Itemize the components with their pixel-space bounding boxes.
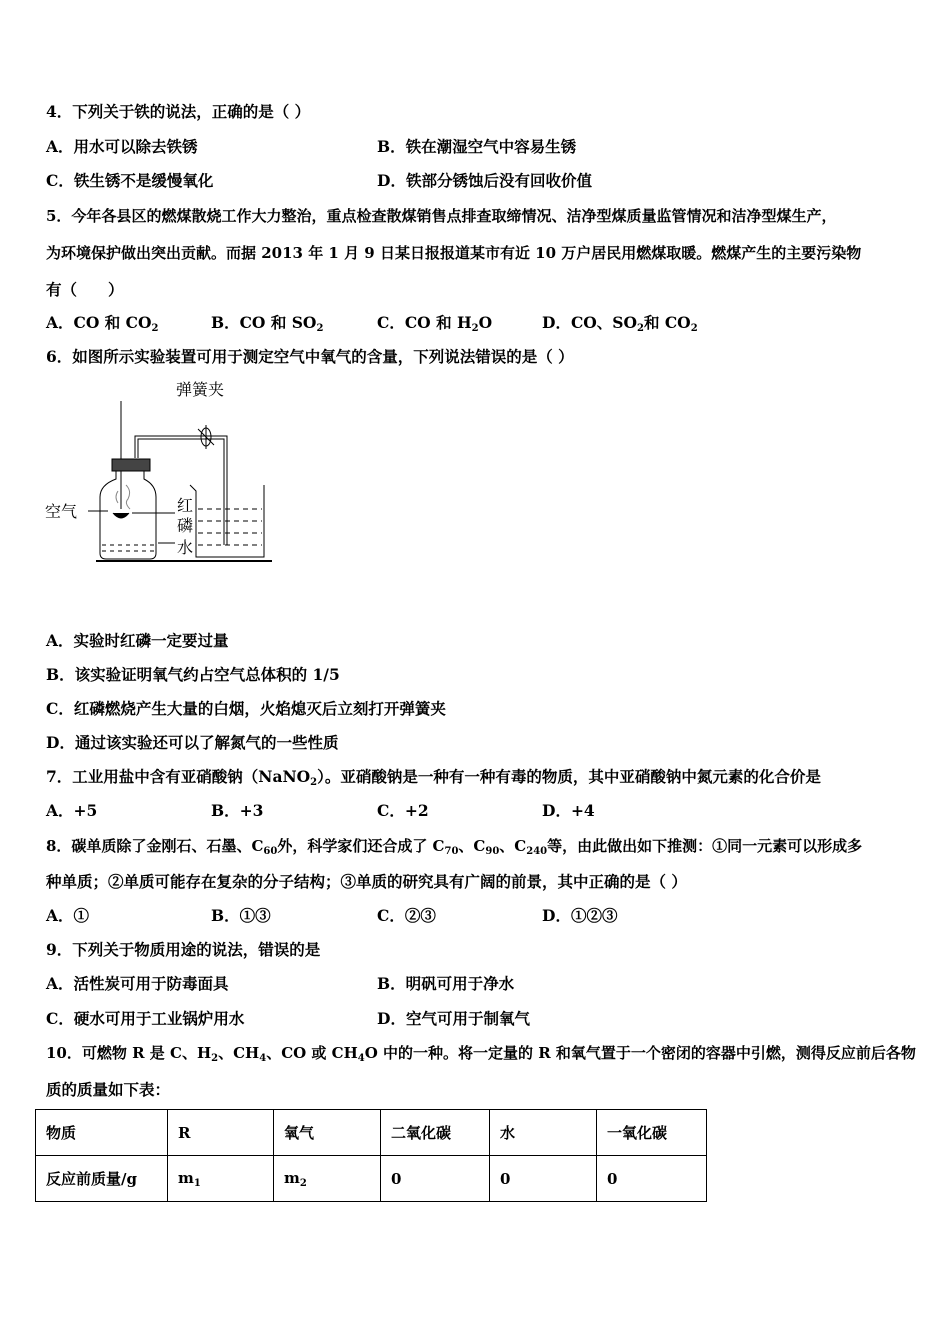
q8-option-c: C．②③ <box>377 906 436 925</box>
table-cell: 0 <box>490 1156 597 1202</box>
q10-line-1: 10．可燃物 R 是 C、$H_2$、$CH_4$、CO 或 $CH_4O$ 中的一种。将一定量的 R 和氧气置于一个密闭的容器中引燃，测得反应前后各物 <box>46 1044 916 1064</box>
q4-stem: 4．下列关于铁的说法，正确的是（ ） <box>46 102 311 121</box>
bottle-water <box>102 545 154 551</box>
table-header: 水 <box>490 1110 597 1156</box>
q7-option-b: B．+3 <box>211 801 264 820</box>
table-header: 氧气 <box>274 1110 381 1156</box>
q7-option-c: C．+2 <box>377 801 429 820</box>
mass-table <box>35 1109 707 1202</box>
q5-option-b: B．CO 和 $SO_2$ <box>211 313 324 334</box>
table-row-label: 反应前质量/g <box>36 1156 168 1202</box>
q6-stem: 6．如图所示实验装置可用于测定空气中氧气的含量，下列说法错误的是（ ） <box>46 347 574 366</box>
q9-option-c: C．硬水可用于工业锅炉用水 <box>46 1009 245 1028</box>
connecting-tube-right <box>215 436 227 545</box>
table-header: 物质 <box>36 1110 168 1156</box>
table-row <box>36 1156 707 1202</box>
q5-option-a: A．CO 和 $CO_2$ <box>46 313 159 334</box>
q7-option-d: D．+4 <box>542 801 595 820</box>
table-header: R <box>168 1110 274 1156</box>
table-header-row <box>36 1110 707 1156</box>
q8-option-a: A．① <box>46 906 90 925</box>
q9-option-d: D．空气可用于制氧气 <box>377 1009 530 1028</box>
q6-option-d: D．通过该实验还可以了解氮气的一些性质 <box>46 733 339 752</box>
experiment-apparatus-figure <box>40 373 290 573</box>
table-header: 一氧化碳 <box>597 1110 707 1156</box>
table-cell: 0 <box>597 1156 707 1202</box>
q5-option-d: D．CO、$SO_2$和 $CO_2$ <box>542 313 698 334</box>
table-cell-m2: $m_2$ <box>274 1156 381 1202</box>
q4-option-a: A．用水可以除去铁锈 <box>46 137 198 156</box>
q10-line-2: 质的质量如下表： <box>46 1080 171 1099</box>
phosphorus-label-1: 红 <box>177 496 194 515</box>
q8-option-b: B．①③ <box>211 906 271 925</box>
q6-option-c: C．红磷燃烧产生大量的白烟，火焰熄灭后立刻打开弹簧夹 <box>46 699 446 718</box>
q8-line-2: 种单质；②单质可能存在复杂的分子结构；③单质的研究具有广阔的前景，其中正确的是（ ） <box>46 872 687 891</box>
table-cell-m1: $m_1$ <box>168 1156 274 1202</box>
clamp-label: 弹簧夹 <box>176 380 225 399</box>
air-label: 空气 <box>45 502 78 521</box>
q9-stem: 9．下列关于物质用途的说法，错误的是 <box>46 940 321 959</box>
water-label: 水 <box>177 538 194 557</box>
q7-option-a: A．+5 <box>46 801 98 820</box>
q4-option-d: D．铁部分锈蚀后没有回收价值 <box>377 171 592 190</box>
q6-option-b: B．该实验证明氧气约占空气总体积的 1/5 <box>46 665 340 684</box>
q6-option-a: A．实验时红磷一定要过量 <box>46 631 229 650</box>
q7-stem: 7．工业用盐中含有亚硝酸钠（NaNO$_2$）。亚硝酸钠是一种有一种有毒的物质，其中亚硝酸钠中氮元素的化合价是 <box>46 767 821 788</box>
q8-option-d: D．①②③ <box>542 906 618 925</box>
stopper <box>112 459 150 471</box>
spring-clamp <box>198 425 214 449</box>
q9-option-a: A．活性炭可用于防毒面具 <box>46 974 229 993</box>
q5-line-3: 有（ ） <box>46 280 124 299</box>
q8-line-1: 8．碳单质除了金刚石、石墨、$C_{60}$外，科学家们还合成了 $C_{70}$、$C_{90}$、$C_{240}$等，由此做出如下推测：①同一元素可以形成多 <box>46 837 863 857</box>
q5-line-2: 为环境保护做出突出贡献。而据 2013 年 1 月 9 日某日报报道某市有近 10 万户居民用燃煤取暖。燃煤产生的主要污染物 <box>46 244 862 262</box>
table-cell: 0 <box>381 1156 490 1202</box>
table-header: 二氧化碳 <box>381 1110 490 1156</box>
q5-option-c: C．CO 和 $H_2O$ <box>377 313 493 334</box>
phosphorus-label-2: 磷 <box>177 516 194 535</box>
q9-option-b: B．明矾可用于净水 <box>377 974 515 993</box>
q5-line-1: 5．今年各县区的燃煤散烧工作大力整治，重点检查散煤销售点排查取缔情况、洁净型煤质量监管情况和洁净型煤生产， <box>46 207 837 225</box>
beaker-water <box>198 509 262 545</box>
red-phosphorus-spoon <box>113 513 129 518</box>
q4-option-c: C．铁生锈不是缓慢氧化 <box>46 171 214 190</box>
gas-bottle <box>100 471 156 559</box>
q4-option-b: B．铁在潮湿空气中容易生锈 <box>377 137 577 156</box>
